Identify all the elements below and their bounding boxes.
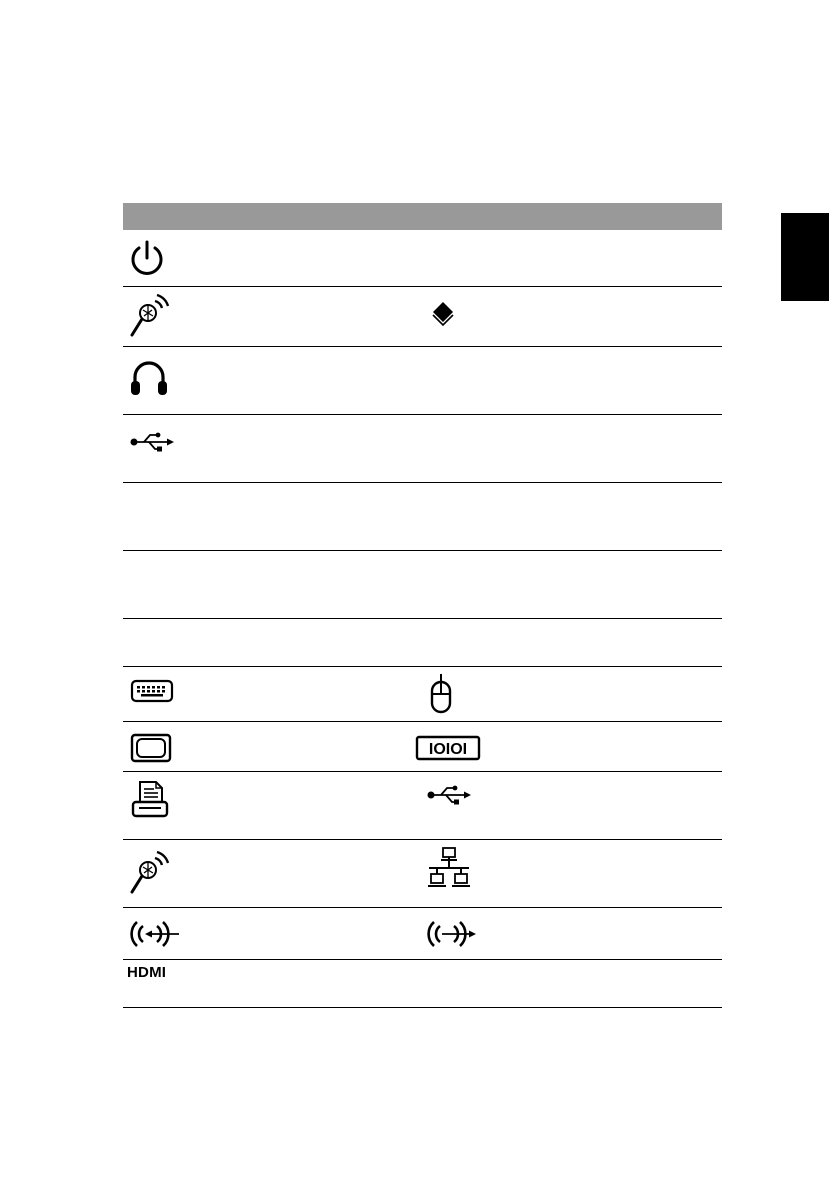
usb-icon	[130, 431, 174, 453]
usb-icon	[427, 784, 471, 806]
line-in-icon	[127, 916, 181, 952]
table-row	[123, 230, 722, 287]
media-card-icon	[431, 300, 455, 328]
headphones-icon	[129, 359, 169, 399]
chapter-tab-marker	[781, 213, 829, 301]
table-row	[123, 551, 722, 619]
svg-text:IOIOI: IOIOI	[428, 741, 468, 758]
table-row	[123, 772, 722, 840]
hdmi-logo: HDMI	[127, 964, 167, 981]
table-row	[123, 619, 722, 667]
mouse-icon	[428, 672, 454, 716]
keyboard-icon	[130, 679, 174, 705]
table-row	[123, 415, 722, 483]
power-icon	[129, 238, 165, 280]
line-out-icon	[424, 916, 478, 952]
table-row	[123, 908, 722, 960]
table-row	[123, 347, 722, 415]
monitor-icon	[129, 733, 173, 763]
table-row	[123, 960, 722, 1008]
microphone-icon	[128, 848, 174, 898]
microphone-icon	[128, 291, 174, 341]
table-row	[123, 483, 722, 551]
table-row	[123, 667, 722, 722]
table-row	[123, 287, 722, 347]
table-row	[123, 722, 722, 772]
serial-port-icon	[415, 735, 481, 761]
network-icon	[425, 846, 473, 894]
icon-table	[123, 203, 722, 1008]
table-header-bar	[123, 203, 722, 230]
printer-icon	[130, 778, 170, 820]
table-row	[123, 840, 722, 908]
